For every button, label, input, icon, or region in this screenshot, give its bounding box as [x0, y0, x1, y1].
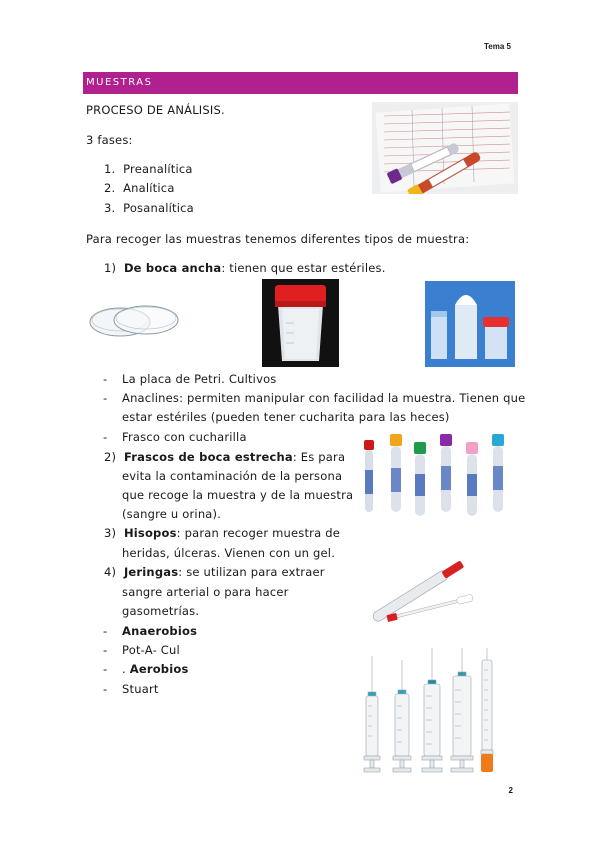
- syringes-image: [360, 646, 500, 776]
- item-title: Hisopos: [123, 526, 177, 540]
- list-item: [104, 201, 194, 215]
- section-banner: [83, 72, 518, 94]
- page-number: 2: [508, 786, 513, 795]
- list-number: 2.: [104, 181, 116, 195]
- list-item: [104, 181, 175, 195]
- list-item: [104, 450, 345, 464]
- list-dash: -: [103, 624, 108, 638]
- page-header-tema: Tema 5: [484, 42, 511, 51]
- list-dash: -: [103, 682, 108, 696]
- fases-intro: 3 fases:: [86, 133, 133, 147]
- item-text: sangre arterial o para hacer: [122, 585, 289, 599]
- list-number: 3): [104, 526, 117, 540]
- list-label: Preanalítica: [123, 162, 193, 176]
- list-item-text: estar estériles (pueden tener cucharita para las heces): [122, 410, 450, 424]
- intro-tipos: Para recoger las muestras tenemos diferentes tipos de muestra:: [86, 232, 470, 246]
- list-item-text: Anaclines: permiten manipular con facilidad la muestra. Tienen que: [122, 391, 526, 405]
- sample-cup-image: [262, 279, 339, 367]
- list-item: [104, 261, 386, 275]
- list-item: [104, 162, 193, 176]
- item-text: evita la contaminación de la persona: [122, 469, 343, 483]
- list-number: 2): [104, 450, 117, 464]
- petri-dish-image: [88, 300, 180, 342]
- list-number: 1.: [104, 162, 116, 176]
- list-item: [104, 565, 325, 579]
- item-text: : tienen que estar estériles.: [221, 261, 386, 275]
- list-number: 1): [104, 261, 117, 275]
- list-item-bold: Aerobios: [129, 662, 189, 676]
- item-text: : paran recoger muestra de: [176, 526, 340, 540]
- list-item-text: Frasco con cucharilla: [122, 430, 247, 444]
- list-dash: -: [103, 643, 108, 657]
- list-item: [103, 372, 107, 386]
- swab-image: [362, 548, 480, 630]
- list-item-bold: Anaerobios: [122, 624, 198, 638]
- list-label: Posanalítica: [123, 201, 194, 215]
- item-text: (sangre u orina).: [122, 507, 222, 521]
- item-title: De boca ancha: [123, 261, 222, 275]
- lab-form-tubes-image: [372, 102, 518, 194]
- list-item-text: Stuart: [122, 682, 159, 696]
- item-text: que recoge la muestra y de la muestra: [122, 488, 354, 502]
- list-dash: -: [103, 372, 108, 386]
- list-item: [104, 526, 340, 540]
- list-number: 3.: [104, 201, 116, 215]
- section-title: PROCESO DE ANÁLISIS.: [86, 103, 225, 117]
- item-title: Jeringas: [123, 565, 179, 579]
- list-item: [122, 662, 189, 676]
- list-prefix: .: [122, 662, 130, 676]
- list-label: Analítica: [123, 181, 175, 195]
- item-text: : Es para: [292, 450, 346, 464]
- list-dash: -: [103, 391, 108, 405]
- item-title: Frascos de boca estrecha: [123, 450, 293, 464]
- list-item-text: Pot-A- Cul: [122, 643, 180, 657]
- list-dash: -: [103, 662, 108, 676]
- list-number: 4): [104, 565, 117, 579]
- banner-title: MUESTRAS: [86, 77, 153, 88]
- list-dash: -: [103, 430, 108, 444]
- vacutainer-tubes-image: [358, 432, 520, 526]
- item-text: gasometrías.: [122, 604, 200, 618]
- item-text: heridas, úlceras. Vienen con un gel.: [122, 546, 336, 560]
- sterile-containers-image: [425, 281, 515, 367]
- list-item-text: La placa de Petri. Cultivos: [122, 372, 277, 386]
- item-text: : se utilizan para extraer: [178, 565, 325, 579]
